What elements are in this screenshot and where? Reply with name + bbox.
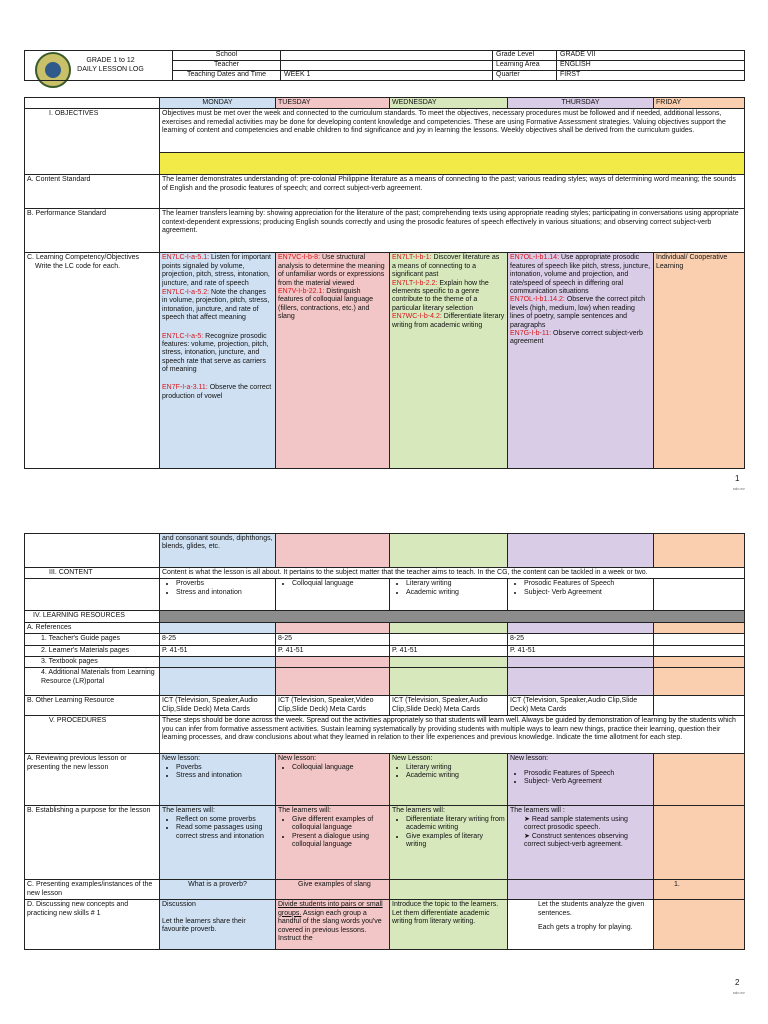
content-item: • Prosodic Features of Speech (524, 580, 651, 588)
lc-text: Explain how the elements specific to a genre contribute to the theme of a particular literary selection (392, 279, 489, 312)
objectives-text: Objectives must be met over the week and connected to the curriculum standards. To meet the objectives, necessary procedures must be followed and if needed, additional lessons, exercises and remedial activities may be done for developing content knowledge and competencies. These are using Formative Assessment strategies. Valuing objectives support the learning of content and competencies and enable children to find significance and joy in learning the lessons. Weekly objectives shall be derived from the curriculum guides. (160, 109, 745, 153)
content-wednesday (390, 579, 508, 611)
teacher-value (281, 61, 493, 71)
purpose-label: B. Establishing a purpose for the lesson (25, 806, 160, 880)
tg-wednesday (390, 634, 508, 645)
content-item: • Subject- Verb Agreement (524, 589, 651, 597)
discussing-wednesday: Introduce the topic to the learners. Let them differentiate academic writing from literary writing. (390, 900, 508, 950)
discussing-tue-rest: Assign each group a handful of the slang words you've covered in previous lessons. Instruct the (278, 909, 382, 942)
tg-monday: 8-25 (160, 634, 276, 645)
lc-code: EN7OL-I-b1.14.2: (510, 296, 565, 304)
am-tuesday (276, 668, 390, 696)
tb-thursday (508, 656, 654, 667)
header-grade-cell (25, 51, 173, 81)
teacher-label: Teacher (173, 61, 281, 71)
review-item: • Colloquial language (292, 764, 387, 772)
other-resource-tuesday: ICT (Television, Speaker,Video Clip,Slide Deck) Meta Cards (276, 696, 390, 716)
discussing-thu-2: Each gets a trophy for playing. (538, 924, 633, 932)
discussing-label: D. Discussing new concepts and practicing new skills # 1 (25, 900, 160, 950)
continued-friday (654, 534, 745, 568)
lc-code: EN7OL-I-b1.14: (510, 254, 560, 262)
content-item: • Academic writing (406, 589, 505, 597)
purpose-head: The learners will: (278, 807, 331, 815)
examples-tuesday-text: Give examples of slang (298, 881, 371, 889)
lc-item (392, 254, 505, 279)
content-monday (160, 579, 276, 611)
discussing-thu-1: Let the students analyze the given sentences. (538, 901, 645, 917)
dates-value: WEEK 1 (281, 71, 493, 81)
lc-text: Recognize prosodic features: volume, projection, pitch, stress, intonation, juncture, and speech rate that serve as carriers of meaning (162, 332, 269, 374)
review-item: • Prosodic Features of Speech (524, 770, 651, 778)
page-number-1: 1 (735, 474, 740, 483)
procedures-label (25, 716, 160, 754)
am-thursday (508, 668, 654, 696)
purpose-item: • Read some passages using correct stress and intonation (176, 824, 273, 841)
lc-item (162, 384, 273, 401)
header-grade: GRADE 1 to 12 (86, 57, 135, 65)
purpose-thursday (508, 806, 654, 880)
discussing-tue-underlined: Divide students into pairs or small groups. (278, 901, 383, 917)
lc-code: EN7V-I-b-22.1: (278, 287, 325, 295)
lc-text: Use appropriate prosodic features of speech like pitch, stress, juncture, intonation, volume and projection, and rate/speed of speech in differing oral communication situations (510, 254, 651, 295)
other-resource-thursday: ICT (Television, Speaker,Audio Clip,Slide Deck) Meta Cards (508, 696, 654, 716)
content-list-label (25, 579, 160, 611)
references-wednesday (390, 622, 508, 633)
lc-text: Observe correct subject-verb agreement (510, 329, 643, 346)
lm-label (25, 645, 160, 656)
references-friday (654, 622, 745, 633)
purpose-item: • Reflect on some proverbs (176, 816, 273, 824)
content-text: Content is what the lesson is all about. It pertains to the subject matter that the teacher aims to teach. In the CG, the content can be tackled in a week or two. (160, 568, 745, 579)
content-item: • Literary writing (406, 580, 505, 588)
content-item: • Stress and intonation (176, 589, 273, 597)
objectives-label (25, 109, 160, 175)
tg-tuesday: 8-25 (276, 634, 390, 645)
quarter-label: Quarter (493, 71, 557, 81)
other-resource-wednesday: ICT (Television, Speaker,Audio Clip,Slide Deck) Meta Cards (390, 696, 508, 716)
lm-friday (654, 645, 745, 656)
purpose-item: • Present a dialogue using colloquial language (292, 833, 387, 850)
am-friday (654, 668, 745, 696)
lc-item (392, 280, 505, 314)
purpose-item: • Give examples of literary writing (406, 833, 505, 850)
lc-code: EN7F-I-a-3.11: (162, 384, 208, 392)
lc-item (162, 333, 273, 375)
lc-item (510, 330, 651, 347)
other-resource-friday (654, 696, 745, 716)
purpose-item: • Give different examples of colloquial language (292, 816, 387, 833)
footer-mark-2: sdo.ev (733, 990, 745, 995)
performance-standard-label: B. Performance Standard (25, 209, 160, 253)
lc-code: EN7G-I-b-11: (510, 329, 552, 337)
content-item: • Colloquial language (292, 580, 387, 588)
tb-label (25, 656, 160, 667)
competency-tuesday (276, 253, 390, 469)
purpose-item: • Differentiate literary writing from academic writing (406, 816, 505, 833)
am-label (25, 668, 160, 696)
competency-monday (160, 253, 276, 469)
performance-standard-text: The learner transfers learning by: showing appreciation for the literature of the past; comprehending texts using appropriate reading styles; participating in conversations using appropriate context-dependent expressions; producing English sounds correctly and using the prosodic features of speech effectively in various situations; and observing correct subject-verb agreement. (160, 209, 745, 253)
grade-level-value: GRADE VII (557, 51, 745, 61)
review-tuesday (276, 754, 390, 806)
school-value (281, 51, 493, 61)
lc-text: Observe the correct pitch levels (high, medium, low) when reading lines of poetry, sample sentences and paragraphs (510, 296, 646, 329)
review-item: • Subject- Verb Agreement (524, 778, 651, 786)
objectives-label-text: I. OBJECTIVES (49, 110, 99, 118)
day-thursday: THURSDAY (508, 98, 654, 109)
review-item: • Stress and intonation (176, 772, 273, 780)
quarter-value: FIRST (557, 71, 745, 81)
purpose-tuesday (276, 806, 390, 880)
references-thursday (508, 622, 654, 633)
header-table (24, 50, 745, 81)
corner-cell (25, 98, 160, 109)
continued-thursday (508, 534, 654, 568)
lc-item (392, 313, 505, 330)
procedures-text: These steps should be done across the week. Spread out the activities appropriately so that students will learn well. Always be guided by demonstration of learning by the students which you can infer from formative assessment activities. Sustain learning systematically by providing students with multiple ways to learn new things, practice their learning, question their learning processes, and draw conclusions about what they learned in relation to their life experiences and previous knowledge. Indicate the time allotment for each step. (160, 716, 745, 754)
purpose-item: ➤ Construct sentences observing correct subject-verb agreement. (524, 833, 651, 850)
lc-text: Note the changes in volume, projection, pitch, stress, intonation, juncture, and rate of speech that affect meaning (162, 288, 270, 322)
objectives-highlight (160, 153, 745, 175)
references-monday (160, 622, 276, 633)
review-monday (160, 754, 276, 806)
competency-wednesday (390, 253, 508, 469)
lm-monday: P. 41-51 (160, 645, 276, 656)
review-wednesday (390, 754, 508, 806)
content-item: • Proverbs (176, 580, 273, 588)
content-friday (654, 579, 745, 611)
tg-label-text: 1. Teacher's Guide pages (41, 635, 121, 643)
continued-tuesday (276, 534, 390, 568)
lc-item (278, 254, 387, 288)
lm-thursday: P. 41-51 (508, 645, 654, 656)
lesson-table-page2 (24, 533, 745, 950)
page-number-2: 2 (735, 978, 740, 987)
lc-code: EN7LT-I-b-1: (392, 254, 432, 262)
other-resource-label: B. Other Learning Resource (25, 696, 160, 716)
lc-item (162, 289, 273, 323)
purpose-head: The learners will: (392, 807, 445, 815)
references-label: A. References (25, 622, 160, 633)
lc-code: EN7LC-I-a-5.2: (162, 288, 210, 296)
tb-friday (654, 656, 745, 667)
tb-tuesday (276, 656, 390, 667)
resources-bar (160, 611, 745, 622)
lc-text: Use structural analysis to determine the meaning of unfamiliar words or expressions from the material viewed (278, 254, 385, 287)
tg-label (25, 634, 160, 645)
am-monday (160, 668, 276, 696)
lm-tuesday: P. 41-51 (276, 645, 390, 656)
resources-label-text: IV. LEARNING RESOURCES (33, 612, 125, 620)
content-tuesday (276, 579, 390, 611)
competency-friday: Individual/ Cooperative Learning (654, 253, 745, 469)
footer-mark-1: sdo.ev (733, 486, 745, 491)
discussing-mon-2: Let the learners share their favourite proverb. (162, 917, 246, 934)
procedures-label-text: V. PROCEDURES (49, 717, 107, 725)
review-head: New Lesson: (392, 755, 433, 763)
examples-wednesday (390, 880, 508, 900)
discussing-thursday (508, 900, 654, 950)
lc-item (278, 288, 387, 322)
review-item: • Academic writing (406, 772, 505, 780)
lm-wednesday: P. 41-51 (390, 645, 508, 656)
lc-code: EN7VC-I-b-8: (278, 254, 321, 262)
purpose-item: ➤ Read sample statements using correct prosodic speech. (524, 816, 651, 833)
review-item: • Poverbs (176, 764, 273, 772)
continued-monday: and consonant sounds, diphthongs, blends, glides, etc. (160, 534, 276, 568)
tg-thursday: 8-25 (508, 634, 654, 645)
lm-label-text: 2. Learner's Materials pages (41, 646, 130, 654)
discussing-tuesday (276, 900, 390, 950)
examples-thursday (508, 880, 654, 900)
lesson-table-page1 (24, 97, 745, 469)
competency-thursday (508, 253, 654, 469)
content-thursday (508, 579, 654, 611)
day-friday: FRIDAY (654, 98, 745, 109)
discussing-monday (160, 900, 276, 950)
lc-text: Listen for important points signaled by volume, projection, pitch, stress, intonation, juncture, and rate of speech (162, 254, 271, 287)
am-label-text: 4. Additional Materials from Learning Resource (LR)portal (41, 669, 155, 685)
content-standard-text: The learner demonstrates understanding of: pre-colonial Philippine literature as a means of connecting to the past; various reading styles; ways of determining word meaning; the sounds of English and the prosodic features of speech; and correct subject-verb agreement. (160, 175, 745, 209)
review-head: New lesson: (162, 755, 201, 763)
purpose-head: The learners will : (510, 807, 565, 815)
purpose-wednesday (390, 806, 508, 880)
discussing-mon-1: Discussion (162, 901, 196, 909)
lc-item (510, 254, 651, 296)
competency-sublabel: Write the LC code for each. (35, 262, 121, 270)
tb-monday (160, 656, 276, 667)
header-log: DAILY LESSON LOG (77, 65, 144, 73)
examples-friday-text: 1. (674, 881, 680, 889)
dates-label: Teaching Dates and Time (173, 71, 281, 81)
content-label-text: III. CONTENT (49, 569, 93, 576)
lc-item (510, 296, 651, 330)
competency-label-text: C. Learning Competency/Objectives (27, 254, 140, 262)
review-thursday (508, 754, 654, 806)
purpose-monday (160, 806, 276, 880)
grade-level-label: Grade Level (493, 51, 557, 61)
content-standard-label: A. Content Standard (25, 175, 160, 209)
examples-friday (654, 880, 745, 900)
lc-code: EN7LC-I-a-5: (162, 332, 204, 340)
continued-label (25, 534, 160, 568)
lc-text: Differentiate literary writing from academic writing (392, 313, 505, 329)
review-item: • Literary writing (406, 764, 505, 772)
review-head: New lesson: (278, 755, 317, 763)
lc-code: EN7LT-I-b-2.2: (392, 279, 438, 287)
purpose-friday (654, 806, 745, 880)
examples-monday: What is a proverb? (160, 880, 276, 900)
review-label: A. Reviewing previous lesson or presenting the new lesson (25, 754, 160, 806)
day-wednesday: WEDNESDAY (390, 98, 508, 109)
lc-item (162, 254, 273, 288)
resources-label (25, 611, 160, 622)
tb-label-text: 3. Textbook pages (41, 657, 98, 665)
day-monday: MONDAY (160, 98, 276, 109)
tb-wednesday (390, 656, 508, 667)
continued-wednesday (390, 534, 508, 568)
competency-label (25, 253, 160, 469)
review-head: New lesson: (510, 755, 549, 763)
lc-code: EN7LC-I-a-5.1: (162, 254, 210, 262)
learning-area-label: Learning Area (493, 61, 557, 71)
purpose-head: The learners will: (162, 807, 215, 815)
day-tuesday: TUESDAY (276, 98, 390, 109)
school-label: School (173, 51, 281, 61)
tg-friday (654, 634, 745, 645)
other-resource-monday: ICT (Television, Speaker,Audio Clip,Slide Deck) Meta Cards (160, 696, 276, 716)
lc-text: Observe the correct production of vowel (162, 384, 272, 400)
lc-text: Distinguish features of colloquial language (fillers, contractions, etc.) and slang (278, 287, 373, 321)
lc-code: EN7WC-I-b-4.2: (392, 313, 442, 321)
content-label (25, 568, 160, 579)
discussing-friday (654, 900, 745, 950)
lc-text: Discover literature as a means of connecting to a significant past (392, 254, 500, 279)
references-tuesday (276, 622, 390, 633)
review-friday (654, 754, 745, 806)
am-wednesday (390, 668, 508, 696)
examples-tuesday (276, 880, 390, 900)
examples-label: C. Presenting examples/instances of the new lesson (25, 880, 160, 900)
learning-area-value: ENGLISH (557, 61, 745, 71)
